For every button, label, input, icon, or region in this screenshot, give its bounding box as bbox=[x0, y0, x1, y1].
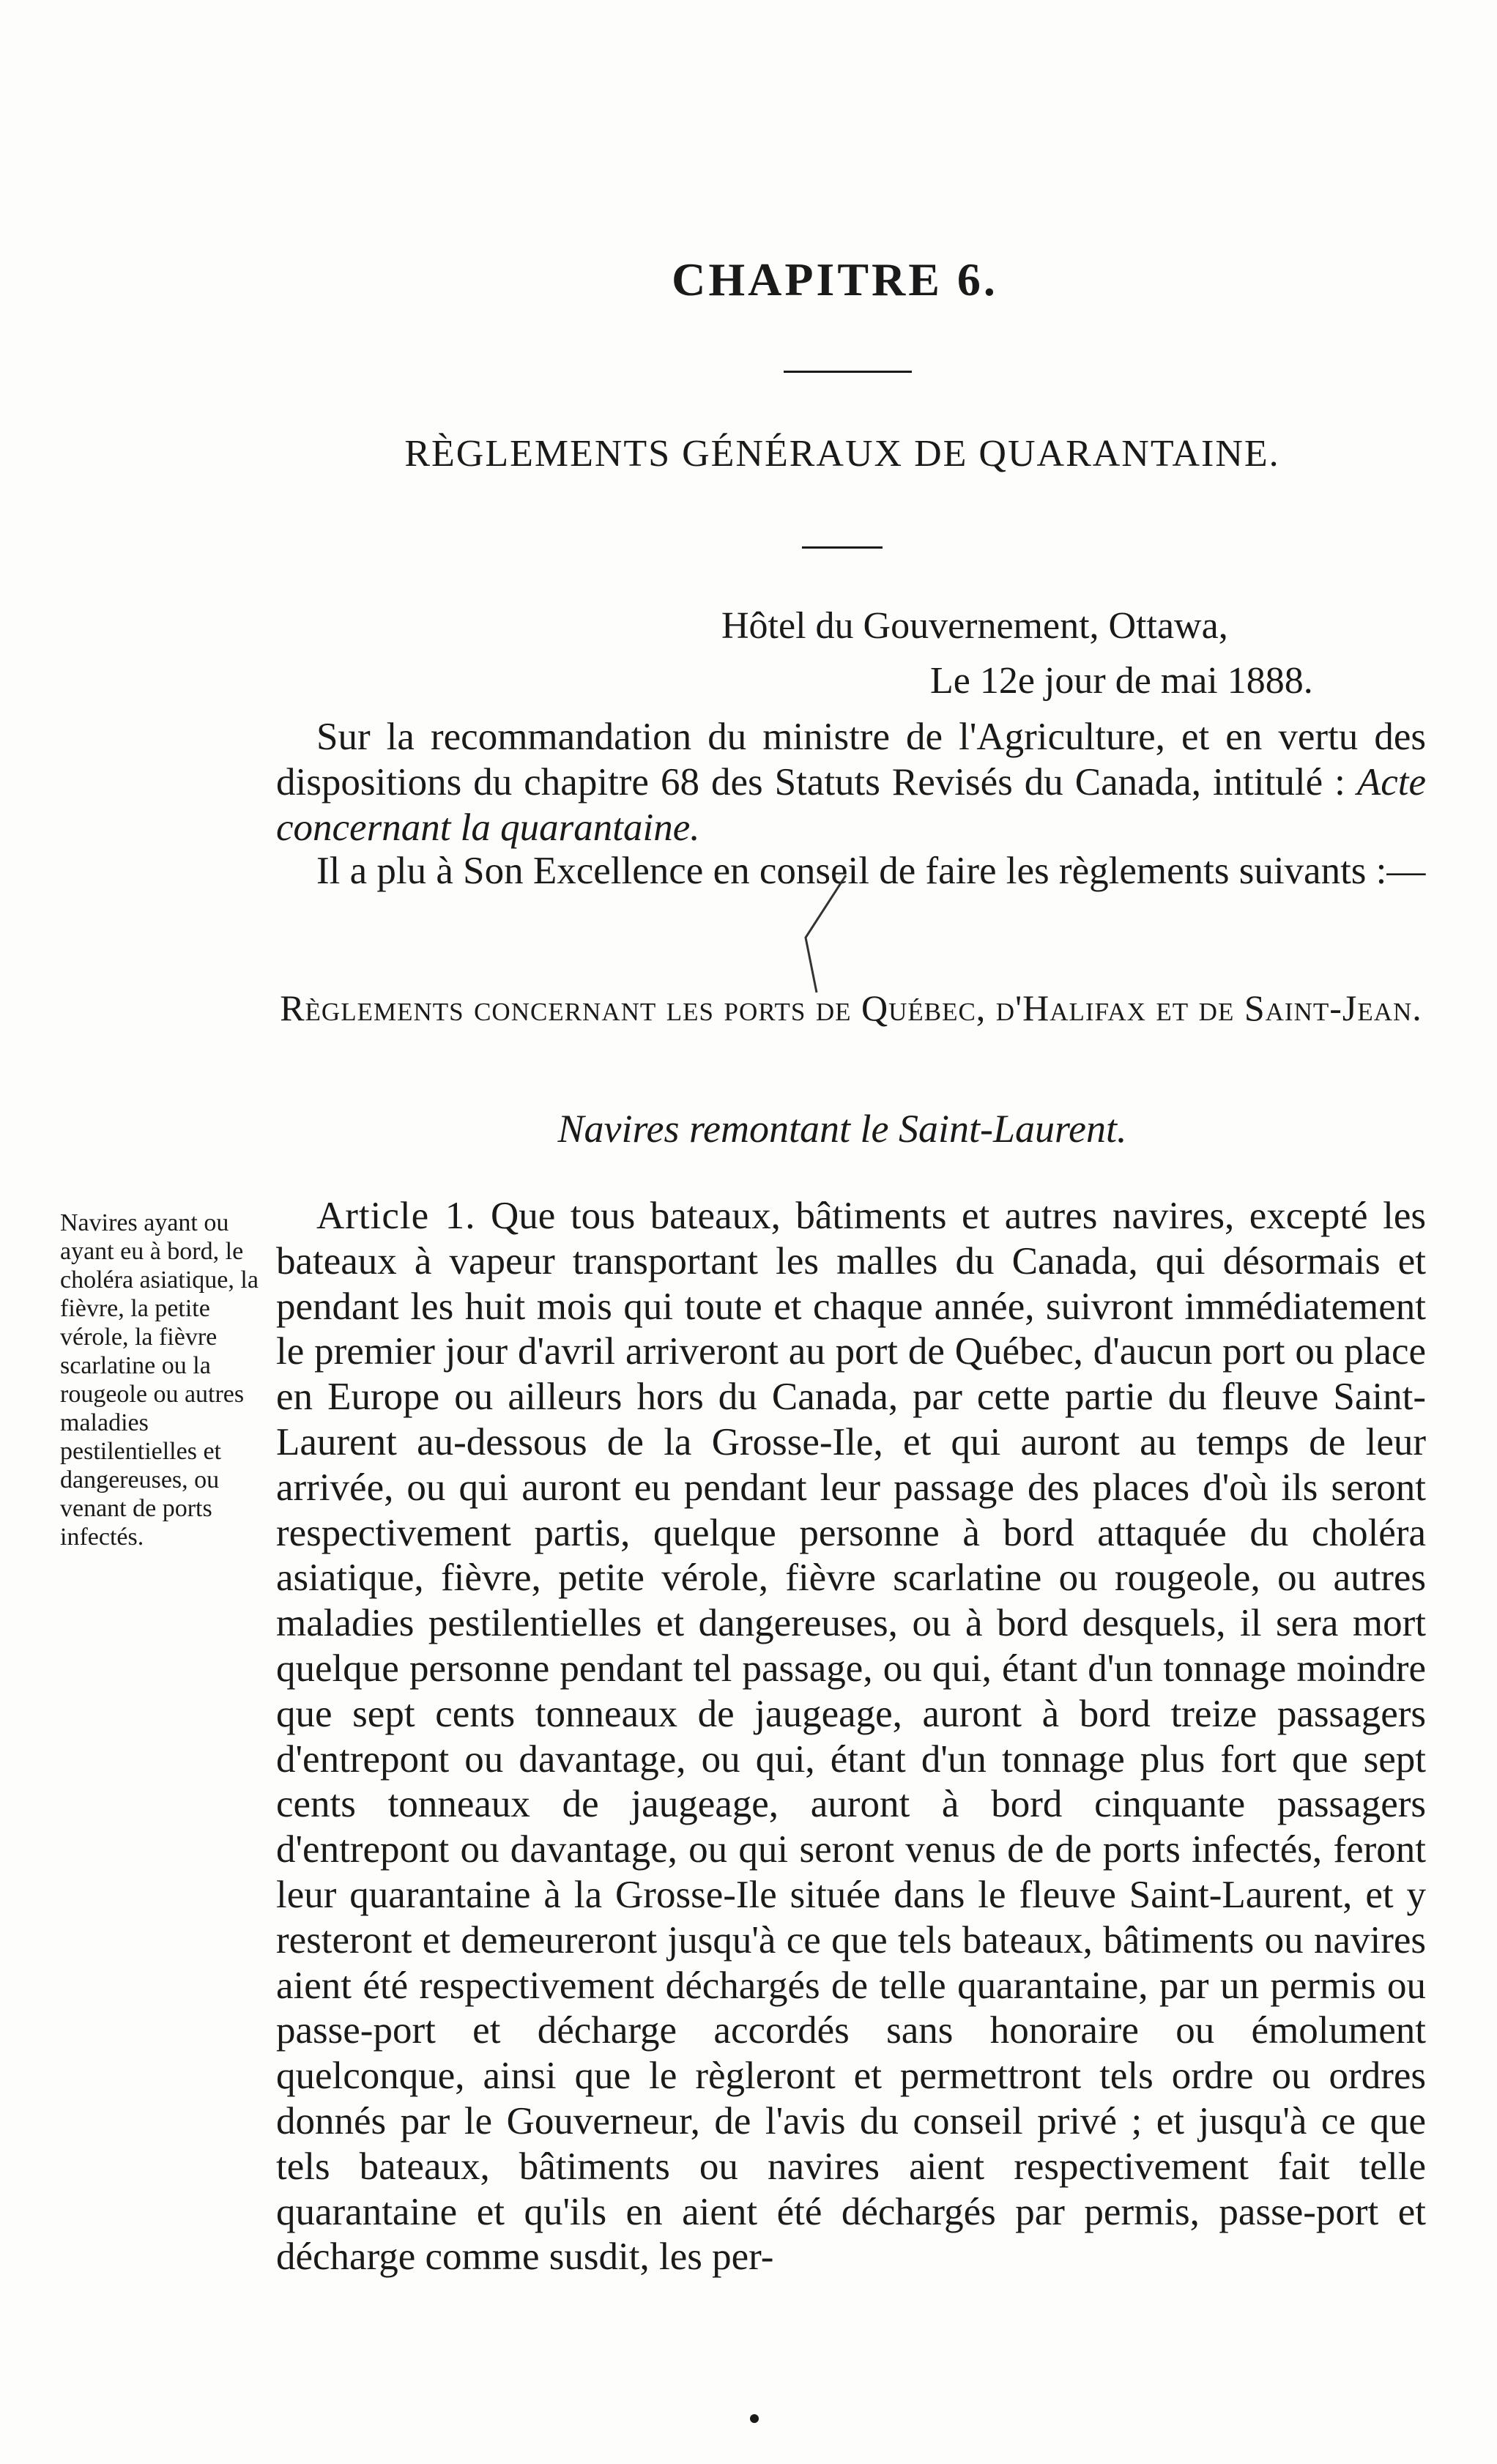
dateline-date: Le 12e jour de mai 1888. bbox=[930, 660, 1313, 702]
section-title: RÈGLEMENTS GÉNÉRAUX DE QUARANTAINE. bbox=[404, 433, 1280, 475]
preamble-paragraph-2: Il a plu à Son Excellence en conseil de faire les règlements suivants :— bbox=[316, 850, 1426, 892]
subheading: Navires remontant le Saint-Laurent. bbox=[557, 1107, 1127, 1151]
title-rule-top bbox=[784, 371, 912, 373]
margin-note: Navires ayant ou ayant eu à bord, le choléra asiatique, la fièvre, la petite vérole, la fièvre scarlatine ou la rougeole ou autres maladies pestilentielles et dangereuses, ou venant de ports infectés. bbox=[60, 1209, 259, 1551]
regulations-heading: Règlements concernant les ports de Québec, d'Halifax et de Saint-Jean. bbox=[280, 987, 1422, 1028]
preamble-text: Sur la recommandation du ministre de l'Agriculture, et en vertu des dispositions du chapitre 68 des Statuts Revisés du Canada, intitulé : bbox=[276, 716, 1426, 804]
article-1 bbox=[276, 1194, 1426, 2280]
article-text: Que tous bateaux, bâtiments et autres navires, excepté les bateaux à vapeur transportant les malles du Canada, qui désormais et pendant les huit mois qui toute et chaque année, suivront immédiatement le premier jour d'avril arriveront au port de Québec, d'aucun port ou place en Europe ou ailleurs hors du Canada, par cette partie du fleuve Saint-Laurent au-dessous de la Grosse-Ile, et qui auront au temps de leur arrivée, ou qui auront eu pendant leur passage des places d'où ils seront respectivement partis, quelque personne à bord attaquée du choléra asiatique, fièvre, petite vérole, fièvre scarlatine ou rougeole, ou autres maladies pestilentielles et dangereuses, ou à bord desquels, il sera mort quelque personne pendant tel passage, ou qui, étant d'un tonnage moindre que sept cents tonneaux de jaugeage, auront à bord treize passagers d'entrepont ou davantage, ou qui, étant d'un tonnage plus fort que sept cents tonneaux de jaugeage, auront à bord cinquante passagers d'entrepont ou davantage, ou qui seront venus de de ports infectés, feront leur quarantaine à la Grosse-Ile située dans le fleuve Saint-Laurent, et y resteront et demeureront jusqu'à ce que tels bateaux, bâtiments ou navires aient été respectivement déchargés de telle quarantaine, par un permis ou passe-port et décharge accordés sans honoraire ou émolument quelconque, ainsi que le règleront et permettront tels ordre ou ordres donnés par le Gouverneur, de l'avis du conseil privé ; et jusqu'à ce que tels bateaux, bâtiments ou navires aient respectivement fait telle quarantaine et qu'ils en aient été déchargés par permis, passe-port et décharge comme susdit, les per- bbox=[276, 1195, 1427, 2279]
dateline-place: Hôtel du Gouvernement, Ottawa, bbox=[721, 605, 1228, 647]
act-title: Acte concernant la quarantaine. bbox=[276, 761, 1426, 849]
chapter-title: CHAPITRE 6. bbox=[672, 253, 998, 305]
page-dot bbox=[750, 2414, 759, 2423]
title-rule-bottom bbox=[802, 546, 883, 549]
article-label: Article 1. bbox=[316, 1195, 476, 1237]
preamble-paragraph-1 bbox=[276, 714, 1426, 850]
